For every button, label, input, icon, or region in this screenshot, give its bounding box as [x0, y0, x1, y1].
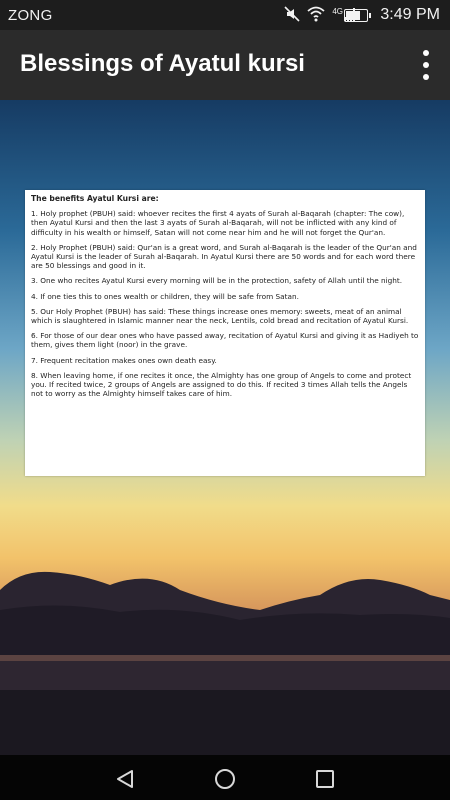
- wifi-icon: [307, 6, 325, 22]
- mountain-landscape-image: [0, 560, 450, 755]
- overflow-menu-icon[interactable]: [422, 50, 430, 80]
- content-area[interactable]: [0, 100, 450, 755]
- benefit-paragraph: 1. Holy prophet (PBUH) said: whoever recites the first 4 ayats of Surah al-Baqarah (chapter: The cow), then Ayatul Kursi and then the last 3 ayats of Surah al-Baqarah, will not be inflicted with any kind of difficulty in his wealth or himself, Satan will not come near him and he will not forget the Qur'an.: [31, 209, 405, 237]
- mute-icon: [284, 6, 300, 22]
- recent-apps-square-icon[interactable]: [314, 768, 336, 790]
- back-triangle-icon[interactable]: [114, 768, 136, 790]
- benefits-heading: The benefits Ayatul Kursi are:: [31, 194, 159, 203]
- benefit-paragraph: 7. Frequent recitation makes ones own death easy.: [31, 355, 217, 365]
- network-type-label: 4G: [332, 6, 343, 16]
- status-bar: [0, 0, 450, 30]
- carrier-label: ZONG: [8, 7, 53, 24]
- app-title: Blessings of Ayatul kursi: [20, 50, 305, 77]
- benefits-text-panel: [25, 190, 425, 476]
- menu-dot: [423, 50, 429, 56]
- battery-icon: [344, 9, 368, 22]
- benefit-paragraph: 5. Our Holy Prophet (PBUH) has said: These things increase ones memory: sweets, meat of an animal which is slaughtered in Islamic manner near the neck, Lentils, cold bread and recitation of Ayatul Kursi.: [31, 306, 409, 326]
- clock: 3:49 PM: [380, 6, 440, 23]
- benefit-paragraph: 6. For those of our dear ones who have passed away, recitation of Ayatul Kursi and giving it as Hadiyeh to them, gives them light (noor) in the grave.: [31, 331, 419, 350]
- app-bar: [0, 30, 450, 100]
- benefit-paragraph: 8. When leaving home, if one recites it once, the Almighty has one group of Angels to come and protect you. If recited twice, 2 groups of Angels are assigned to do this. If recited 3 times Allah tells the Angels not to worry as the Almighty himself takes care of him.: [31, 370, 412, 399]
- benefit-paragraph: 3. One who recites Ayatul Kursi every morning will be in the protection, safety of Allah until the night.: [31, 276, 403, 286]
- navigation-bar: [0, 755, 450, 800]
- benefit-paragraph: 2. Holy Prophet (PBUH) said: Qur'an is a great word, and Surah al-Baqarah is the leader of the Qur'an and Ayatul Kursi is the leader of Surah al-Baqarah. In Ayatul Kursi there are 50 words and for each word there are 50 blessings and good in it.: [31, 242, 417, 271]
- menu-dot: [423, 74, 429, 80]
- benefit-paragraph: 4. If one ties this to ones wealth or children, they will be safe from Satan.: [31, 291, 299, 301]
- home-circle-icon[interactable]: [214, 768, 236, 790]
- menu-dot: [423, 62, 429, 68]
